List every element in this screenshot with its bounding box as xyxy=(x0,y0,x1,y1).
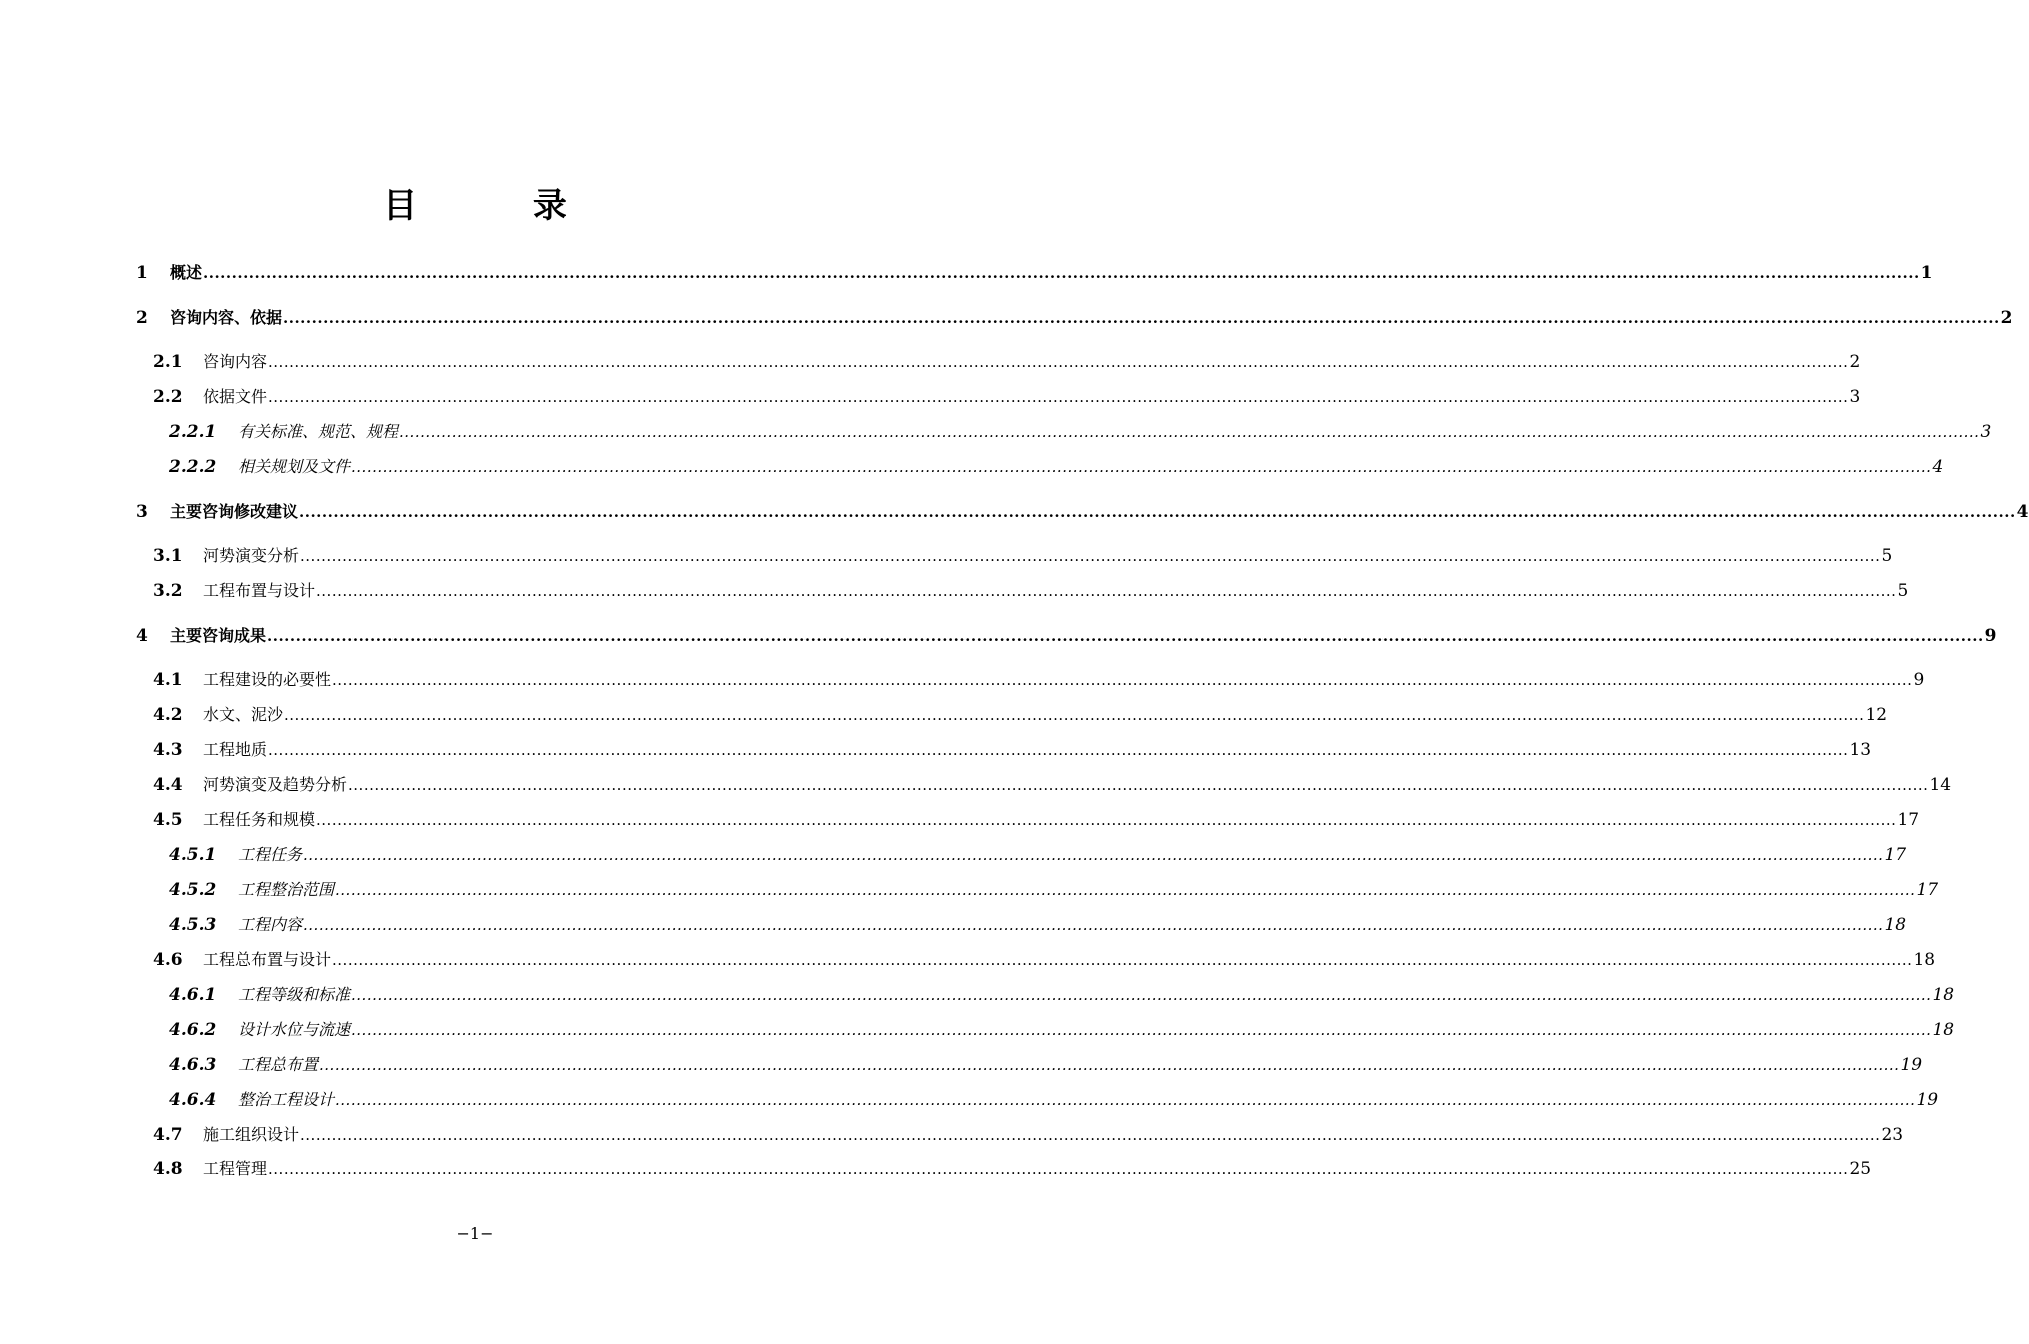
page-number: −1− xyxy=(456,1224,494,1243)
toc-entry[interactable] xyxy=(153,774,1952,796)
toc-dot-leader: ............................................................................................................................................................................................................................................................................................................ xyxy=(399,423,1980,441)
toc-entry-number: 3 xyxy=(136,502,148,522)
toc-entry-label: 工程总布置 xyxy=(238,1055,319,1074)
toc-entry-number: 2 xyxy=(136,308,148,328)
toc-entry-number: 4.6.2 xyxy=(169,1020,217,1040)
toc-entry[interactable] xyxy=(153,704,1888,726)
toc-entry-number: 2.2.2 xyxy=(169,457,217,477)
toc-entry[interactable] xyxy=(153,1158,1872,1180)
toc-dot-leader: ............................................................................................................................................................................................................................................................................................................ xyxy=(316,582,1897,600)
toc-dot-leader: ............................................................................................................................................................................................................................................................................................................ xyxy=(335,881,1916,899)
toc-entry-label: 工程地质 xyxy=(203,740,268,759)
toc-entry-number: 4.6.4 xyxy=(169,1090,217,1110)
toc-entry-number: 2.2.1 xyxy=(169,422,217,442)
toc-entry-number: 4.5 xyxy=(153,810,183,830)
toc-entry-label: 水文、泥沙 xyxy=(203,705,284,724)
toc-entry-number: 4.8 xyxy=(153,1159,183,1179)
toc-entry-label: 主要咨询成果 xyxy=(170,626,267,645)
toc-entry[interactable] xyxy=(169,1089,1939,1111)
toc-entry-label: 工程总布置与设计 xyxy=(203,950,332,969)
toc-entry-label: 工程任务 xyxy=(238,845,303,864)
toc-entry-page: 18 xyxy=(1884,915,1907,935)
toc-entry[interactable] xyxy=(136,262,1933,284)
toc-entry-label: 工程管理 xyxy=(203,1159,268,1178)
toc-entry-number: 2.2 xyxy=(153,387,183,407)
toc-entry-page: 2 xyxy=(1849,352,1861,372)
toc-dot-leader: ............................................................................................................................................................................................................................................................................................................ xyxy=(283,309,2000,327)
toc-entry[interactable] xyxy=(169,879,1939,901)
toc-entry-page: 3 xyxy=(1980,422,1992,442)
toc-dot-leader: ............................................................................................................................................................................................................................................................................................................ xyxy=(332,671,1913,689)
toc-entry-label: 工程建设的必要性 xyxy=(203,670,332,689)
toc-dot-leader: ............................................................................................................................................................................................................................................................................................................ xyxy=(351,986,1932,1004)
toc-entry-label: 有关标准、规范、规程 xyxy=(238,422,399,441)
toc-dot-leader: ............................................................................................................................................................................................................................................................................................................ xyxy=(268,353,1849,371)
toc-entry[interactable] xyxy=(153,669,1925,691)
toc-entry-number: 4.4 xyxy=(153,775,183,795)
toc-entry[interactable] xyxy=(136,625,1997,647)
toc-entry-number: 4.3 xyxy=(153,740,183,760)
toc-entry[interactable] xyxy=(169,421,1992,443)
toc-entry[interactable] xyxy=(153,545,1893,567)
toc-entry[interactable] xyxy=(169,1054,1923,1076)
toc-entry-page: 4 xyxy=(2016,502,2029,522)
toc-dot-leader: ............................................................................................................................................................................................................................................................................................................ xyxy=(303,846,1884,864)
toc-entry-page: 5 xyxy=(1881,546,1893,566)
toc-dot-leader: ............................................................................................................................................................................................................................................................................................................ xyxy=(284,706,1865,724)
toc-entry-page: 3 xyxy=(1849,387,1861,407)
toc-entry-page: 19 xyxy=(1900,1055,1923,1075)
toc-entry-number: 4.6.1 xyxy=(169,985,217,1005)
toc-entry-label: 工程等级和标准 xyxy=(238,985,351,1004)
toc-entry-page: 12 xyxy=(1865,705,1888,725)
toc-entry-page: 5 xyxy=(1897,581,1909,601)
toc-entry-label: 工程布置与设计 xyxy=(203,581,316,600)
toc-entry-page: 9 xyxy=(1913,670,1925,690)
toc-entry-number: 4.5.3 xyxy=(169,915,217,935)
toc-entry-page: 14 xyxy=(1929,775,1952,795)
toc-entry[interactable] xyxy=(136,307,2013,329)
toc-entry-page: 17 xyxy=(1916,880,1939,900)
toc-entry[interactable] xyxy=(153,386,1861,408)
toc-entry-label: 设计水位与流速 xyxy=(238,1020,351,1039)
toc-dot-leader: ............................................................................................................................................................................................................................................................................................................ xyxy=(267,627,1984,645)
toc-entry-page: 18 xyxy=(1913,950,1936,970)
toc-entry[interactable] xyxy=(169,1019,1955,1041)
toc-entry[interactable] xyxy=(169,984,1955,1006)
toc-dot-leader: ............................................................................................................................................................................................................................................................................................................ xyxy=(335,1091,1916,1109)
toc-entry-page: 19 xyxy=(1916,1090,1939,1110)
toc-dot-leader: ............................................................................................................................................................................................................................................................................................................ xyxy=(268,1160,1849,1178)
toc-dot-leader: ............................................................................................................................................................................................................................................................................................................ xyxy=(319,1056,1900,1074)
toc-entry[interactable] xyxy=(169,914,1907,936)
toc-entry-page: 25 xyxy=(1849,1159,1872,1179)
toc-entry-label: 工程任务和规模 xyxy=(203,810,316,829)
toc-entry-number: 3.2 xyxy=(153,581,183,601)
toc-entry[interactable] xyxy=(169,844,1907,866)
toc-entry[interactable] xyxy=(136,501,2029,523)
toc-dot-leader: ............................................................................................................................................................................................................................................................................................................ xyxy=(332,951,1913,969)
toc-entry[interactable] xyxy=(153,809,1920,831)
toc-entry-label: 概述 xyxy=(170,263,203,282)
toc-dot-leader: ............................................................................................................................................................................................................................................................................................................ xyxy=(268,388,1849,406)
toc-entry-page: 2 xyxy=(2000,308,2013,328)
toc-entry-page: 9 xyxy=(1984,626,1997,646)
toc-entry-label: 整治工程设计 xyxy=(238,1090,335,1109)
toc-entry-number: 2.1 xyxy=(153,352,183,372)
toc-entry-number: 4.5.2 xyxy=(169,880,217,900)
toc-dot-leader: ............................................................................................................................................................................................................................................................................................................ xyxy=(351,1021,1932,1039)
toc-entry-label: 咨询内容 xyxy=(203,352,268,371)
toc-entry[interactable] xyxy=(153,580,1909,602)
toc-dot-leader: ............................................................................................................................................................................................................................................................................................................ xyxy=(303,916,1884,934)
toc-entry-label: 河势演变及趋势分析 xyxy=(203,775,348,794)
toc-entry[interactable] xyxy=(153,1124,1904,1146)
toc-entry-number: 4.2 xyxy=(153,705,183,725)
toc-entry-page: 23 xyxy=(1881,1125,1904,1145)
toc-dot-leader: ............................................................................................................................................................................................................................................................................................................ xyxy=(316,811,1897,829)
toc-entry-page: 18 xyxy=(1932,1020,1955,1040)
toc-entry-page: 13 xyxy=(1849,740,1872,760)
toc-entry-number: 4 xyxy=(136,626,148,646)
toc-entry[interactable] xyxy=(153,739,1872,761)
toc-entry-number: 4.6.3 xyxy=(169,1055,217,1075)
toc-entry-number: 1 xyxy=(136,263,148,283)
toc-dot-leader: ............................................................................................................................................................................................................................................................................................................ xyxy=(268,741,1849,759)
page-title: 目 录 xyxy=(383,186,619,226)
toc-entry-label: 相关规划及文件 xyxy=(238,457,351,476)
toc-entry-label: 河势演变分析 xyxy=(203,546,300,565)
toc-entry-label: 工程整治范围 xyxy=(238,880,335,899)
toc-entry-page: 17 xyxy=(1884,845,1907,865)
toc-entry-label: 施工组织设计 xyxy=(203,1125,300,1144)
toc-dot-leader: ............................................................................................................................................................................................................................................................................................................ xyxy=(300,1126,1881,1144)
toc-entry-number: 3.1 xyxy=(153,546,183,566)
toc-entry-number: 4.6 xyxy=(153,950,183,970)
toc-dot-leader: ............................................................................................................................................................................................................................................................................................................ xyxy=(203,264,1920,282)
toc-entry[interactable] xyxy=(153,949,1936,971)
toc-entry-label: 依据文件 xyxy=(203,387,268,406)
toc-entry[interactable] xyxy=(169,456,1944,478)
toc-entry[interactable] xyxy=(153,351,1861,373)
toc-entry-page: 4 xyxy=(1932,457,1944,477)
toc-entry-number: 4.5.1 xyxy=(169,845,217,865)
toc-dot-leader: ............................................................................................................................................................................................................................................................................................................ xyxy=(299,503,2016,521)
toc-entry-page: 18 xyxy=(1932,985,1955,1005)
toc-entry-page: 17 xyxy=(1897,810,1920,830)
toc-entry-label: 咨询内容、依据 xyxy=(170,308,283,327)
toc-dot-leader: ............................................................................................................................................................................................................................................................................................................ xyxy=(348,776,1929,794)
toc-dot-leader: ............................................................................................................................................................................................................................................................................................................ xyxy=(300,547,1881,565)
toc-entry-page: 1 xyxy=(1920,263,1933,283)
toc-dot-leader: ............................................................................................................................................................................................................................................................................................................ xyxy=(351,458,1932,476)
toc-entry-label: 主要咨询修改建议 xyxy=(170,502,299,521)
toc-entry-number: 4.7 xyxy=(153,1125,183,1145)
toc-entry-label: 工程内容 xyxy=(238,915,303,934)
toc-entry-number: 4.1 xyxy=(153,670,183,690)
